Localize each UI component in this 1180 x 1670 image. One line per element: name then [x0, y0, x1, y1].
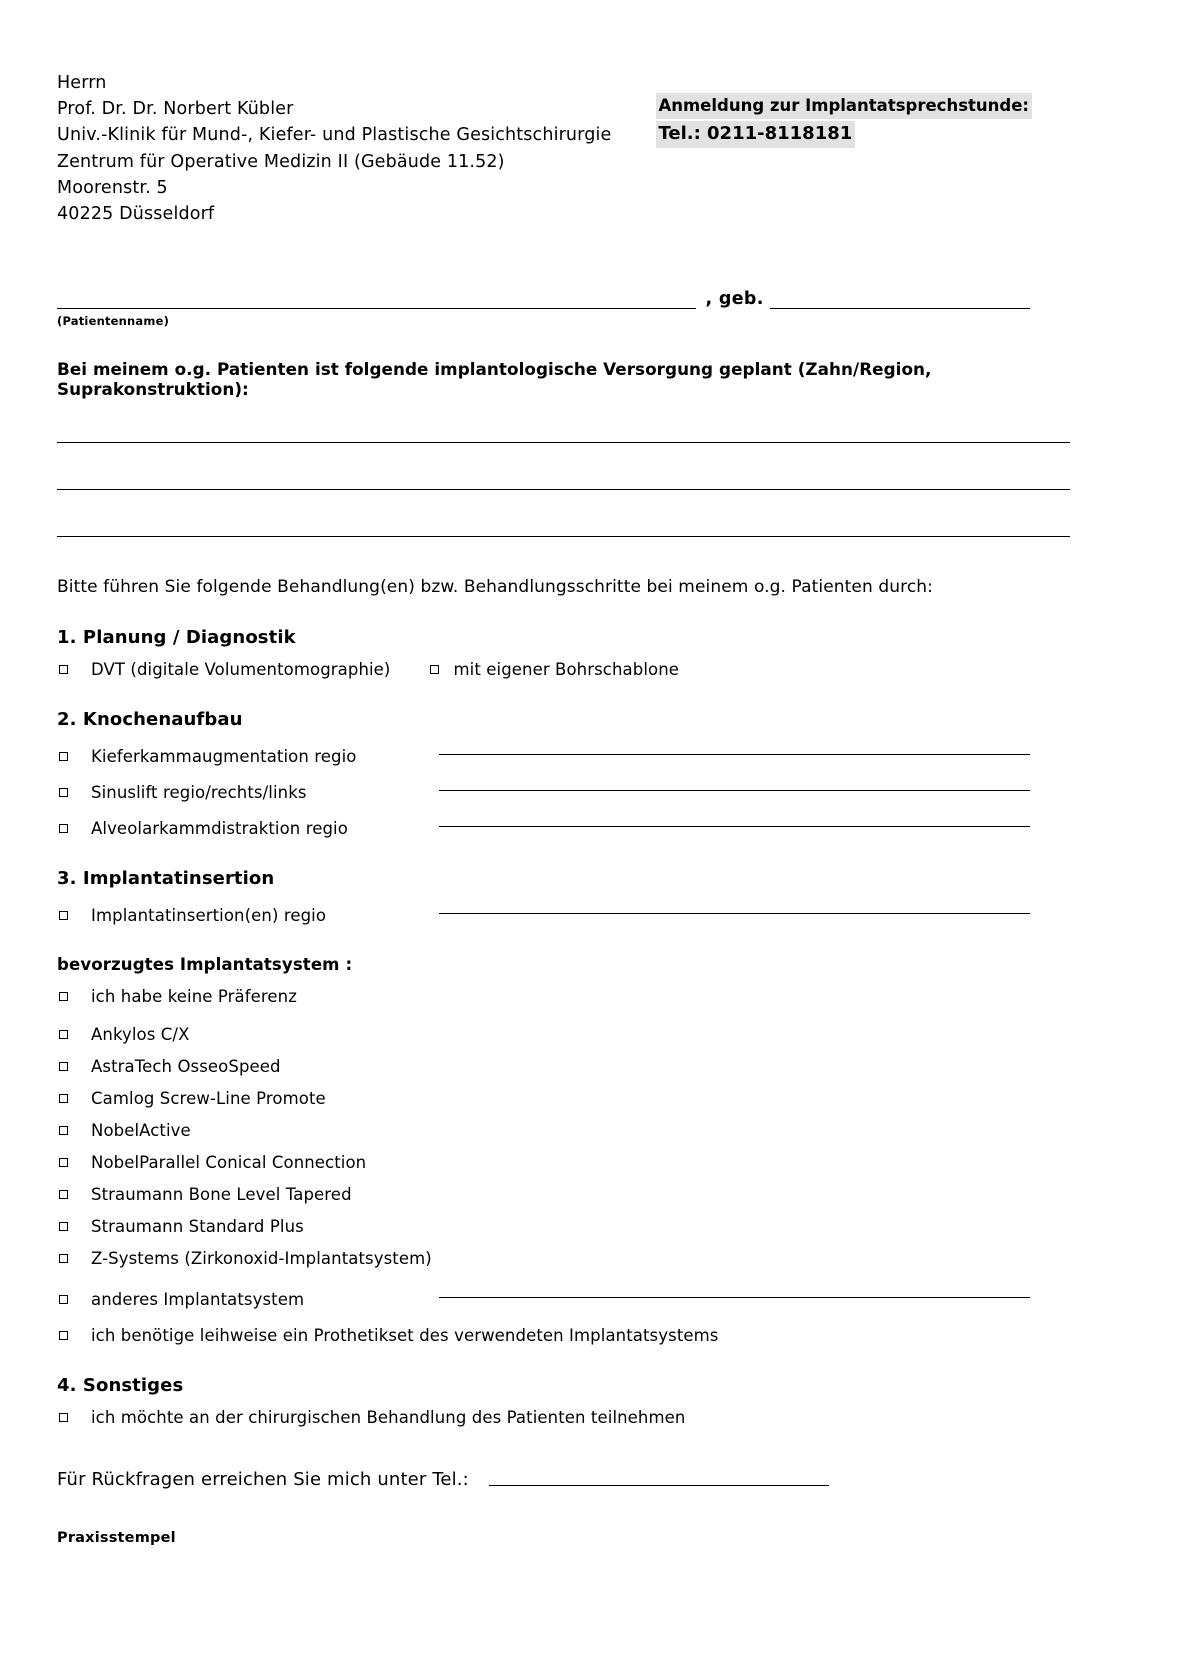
- checkbox-implantatinsertion[interactable]: [59, 911, 68, 920]
- row-kieferkammaugmentation: [57, 747, 1030, 766]
- checkbox-teilnehmen[interactable]: [59, 1413, 68, 1422]
- callback-phone-field[interactable]: [489, 1485, 829, 1486]
- checkbox-other-system[interactable]: [59, 1295, 68, 1304]
- callback-row: [57, 1469, 1030, 1490]
- row-system-ankylos: [57, 1025, 1030, 1044]
- label-nobelactive: NobelActive: [91, 1120, 191, 1140]
- row-system-nobelactive: [57, 1121, 1030, 1140]
- section-1-options: [57, 660, 1030, 679]
- checkbox-eigene-bohrschablone[interactable]: [430, 665, 439, 674]
- appointment-contact: [656, 93, 1032, 148]
- practice-stamp-label: Praxisstempel: [57, 1529, 176, 1546]
- row-alveolarkammdistraktion: [57, 819, 1030, 838]
- appointment-title: Anmeldung zur Implantatsprechstunde:: [656, 93, 1032, 119]
- implant-system-header: bevorzugtes Implantatsystem :: [57, 954, 353, 974]
- checkbox-ankylos[interactable]: [59, 1030, 68, 1039]
- planning-blank-line-2[interactable]: [57, 489, 1070, 490]
- label-other-system: anderes Implantatsystem: [91, 1289, 305, 1309]
- row-system-straumann-sp: [57, 1217, 1030, 1236]
- checkbox-sinuslift[interactable]: [59, 788, 68, 797]
- callback-label: Für Rückfragen erreichen Sie mich unter Tel.:: [57, 1468, 469, 1490]
- checkbox-camlog[interactable]: [59, 1094, 68, 1103]
- field-kieferkammaugmentation[interactable]: [439, 754, 1030, 755]
- label-no-preference: ich habe keine Präferenz: [91, 986, 297, 1006]
- field-sinuslift[interactable]: [439, 790, 1030, 791]
- section-1-title: 1. Planung / Diagnostik: [57, 626, 296, 648]
- label-kieferkammaugmentation: Kieferkammaugmentation regio: [91, 746, 357, 766]
- checkbox-no-preference[interactable]: [59, 992, 68, 1001]
- row-other-system: [57, 1290, 1030, 1309]
- checkbox-kieferkammaugmentation[interactable]: [59, 752, 68, 761]
- label-nobelparallel: NobelParallel Conical Connection: [91, 1152, 367, 1172]
- label-straumann-standard-plus: Straumann Standard Plus: [91, 1216, 304, 1236]
- recipient-center: Zentrum für Operative Medizin II (Gebäude 11.52): [57, 151, 505, 172]
- planning-intro: Bei meinem o.g. Patienten ist folgende implantologische Versorgung geplant (Zahn/Region, Suprakonstruktion):: [57, 358, 932, 399]
- label-alveolarkammdistraktion: Alveolarkammdistraktion regio: [91, 818, 348, 838]
- row-teilnehmen: [57, 1408, 1030, 1427]
- checkbox-zsystems[interactable]: [59, 1254, 68, 1263]
- label-sinuslift: Sinuslift regio/rechts/links: [91, 782, 307, 802]
- section-3-title: 3. Implantatinsertion: [57, 867, 275, 889]
- patient-name-row: [57, 291, 1030, 309]
- label-implantatinsertion: Implantatinsertion(en) regio: [91, 905, 327, 925]
- section-2-title: 2. Knochenaufbau: [57, 708, 243, 730]
- field-alveolarkammdistraktion[interactable]: [439, 826, 1030, 827]
- patient-name-caption: (Patientenname): [57, 313, 170, 328]
- label-astratech: AstraTech OsseoSpeed: [91, 1056, 281, 1076]
- patient-birth-label: , geb.: [705, 289, 764, 310]
- label-eigene-bohrschablone: mit eigener Bohrschablone: [453, 659, 680, 679]
- row-sinuslift: [57, 783, 1030, 802]
- recipient-salutation: Herrn: [57, 73, 107, 93]
- field-implantatinsertion[interactable]: [439, 913, 1030, 914]
- row-system-zsystems: [57, 1249, 1030, 1268]
- checkbox-dvt[interactable]: [59, 665, 68, 674]
- planning-blank-line-1[interactable]: [57, 442, 1070, 443]
- appointment-phone: Tel.: 0211-8118181: [656, 121, 855, 148]
- label-teilnehmen: ich möchte an der chirurgischen Behandlung des Patienten teilnehmen: [91, 1407, 686, 1427]
- recipient-street: Moorenstr. 5: [57, 177, 168, 198]
- label-prothetikset: ich benötige leihweise ein Prothetikset des verwendeten Implantatsystems: [91, 1325, 719, 1345]
- row-no-preference: [57, 987, 1030, 1006]
- row-implantatinsertion: [57, 906, 1030, 925]
- row-system-straumann-blt: [57, 1185, 1030, 1204]
- patient-birth-field[interactable]: [770, 308, 1030, 309]
- checkbox-straumann-bone-level-tapered[interactable]: [59, 1190, 68, 1199]
- label-zsystems: Z-Systems (Zirkonoxid-Implantatsystem): [91, 1248, 432, 1268]
- patient-name-field[interactable]: [57, 308, 696, 309]
- checkbox-prothetikset[interactable]: [59, 1331, 68, 1340]
- row-system-camlog: [57, 1089, 1030, 1108]
- label-ankylos: Ankylos C/X: [91, 1024, 190, 1044]
- field-other-system[interactable]: [439, 1297, 1030, 1298]
- checkbox-nobelparallel[interactable]: [59, 1158, 68, 1167]
- treatment-intro: Bitte führen Sie folgende Behandlung(en) bzw. Behandlungsschritte bei meinem o.g. Patienten durch:: [57, 576, 934, 597]
- row-system-nobelparallel: [57, 1153, 1030, 1172]
- section-4-title: 4. Sonstiges: [57, 1374, 184, 1396]
- label-camlog: Camlog Screw-Line Promote: [91, 1088, 326, 1108]
- checkbox-alveolarkammdistraktion[interactable]: [59, 824, 68, 833]
- recipient-clinic: Univ.-Klinik für Mund-, Kiefer- und Plastische Gesichtschirurgie: [57, 125, 612, 146]
- label-dvt: DVT (digitale Volumentomographie): [91, 659, 391, 679]
- label-straumann-bone-level-tapered: Straumann Bone Level Tapered: [91, 1184, 352, 1204]
- checkbox-astratech[interactable]: [59, 1062, 68, 1071]
- planning-blank-line-3[interactable]: [57, 536, 1070, 537]
- row-prothetikset: [57, 1326, 1030, 1345]
- row-system-astratech: [57, 1057, 1030, 1076]
- recipient-city: 40225 Düsseldorf: [57, 204, 215, 225]
- checkbox-nobelactive[interactable]: [59, 1126, 68, 1135]
- checkbox-straumann-standard-plus[interactable]: [59, 1222, 68, 1231]
- recipient-name: Prof. Dr. Dr. Norbert Kübler: [57, 99, 294, 120]
